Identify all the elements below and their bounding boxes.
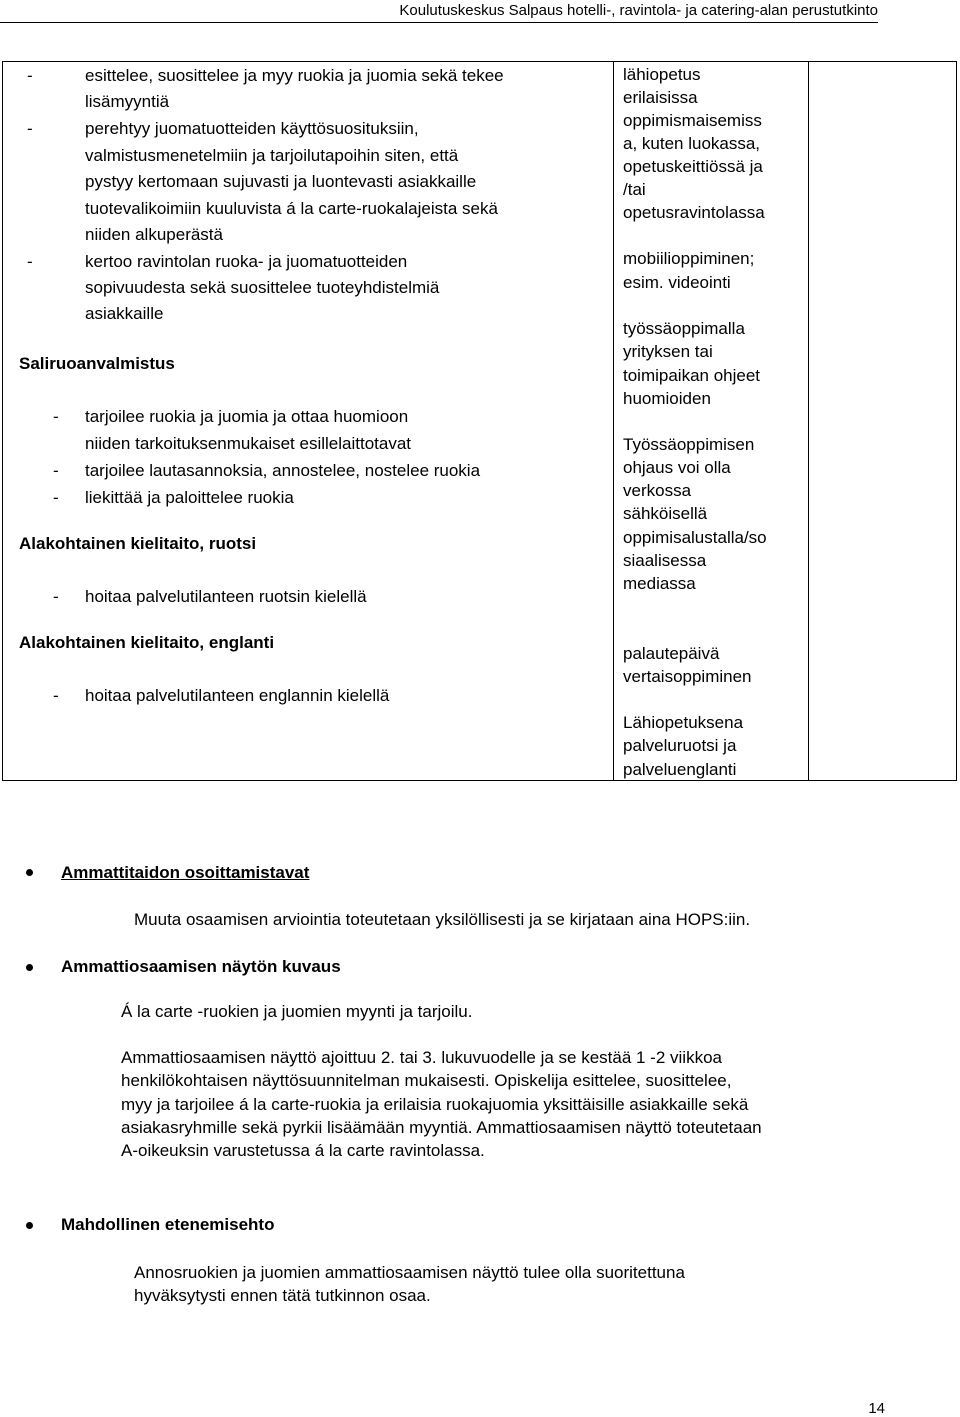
list-item-line: perehtyy juomatuotteiden käyttösuosituksiin, xyxy=(85,119,419,138)
section-heading: Mahdollinen etenemisehto xyxy=(61,1215,275,1234)
paragraph-line: Ammattiosaamisen näyttö ajoittuu 2. tai 3. lukuvuodelle ja se kestää 1 -2 viikkoa xyxy=(121,1048,722,1067)
section-heading: Alakohtainen kielitaito, englanti xyxy=(19,633,275,652)
side-text-line: a, kuten luokassa, xyxy=(623,134,761,153)
side-text-line: palveluenglanti xyxy=(623,760,737,779)
list-item-line: kertoo ravintolan ruoka- ja juomatuotteiden xyxy=(85,252,408,271)
dash-marker: - xyxy=(53,686,59,705)
paragraph-line: Annosruokien ja juomien ammattiosaamisen näyttö tulee olla suoritettuna xyxy=(134,1263,685,1282)
dash-marker: - xyxy=(53,407,59,426)
list-item-line: tarjoilee lautasannoksia, annostelee, nostelee ruokia xyxy=(85,461,481,480)
header-title: Koulutuskeskus Salpaus hotelli-, ravintola- ja catering-alan perustutkinto xyxy=(399,2,878,19)
side-text-line: yrityksen tai xyxy=(623,342,713,361)
side-text-line: ohjaus voi olla xyxy=(623,458,731,477)
bullet-icon xyxy=(26,869,33,876)
paragraph-line: hyväksytysti ennen tätä tutkinnon osaa. xyxy=(134,1286,431,1305)
side-text-line: Työssäoppimisen xyxy=(623,435,755,454)
side-text-line: vertaisoppiminen xyxy=(623,667,752,686)
paragraph-line: myy ja tarjoilee á la carte-ruokia ja erilaisia ruokajuomia yksittäisille asiakkaille sekä xyxy=(121,1095,749,1114)
side-text-line: esim. videointi xyxy=(623,273,731,292)
side-text-line: siaalisessa xyxy=(623,551,707,570)
side-text-line: Lähiopetuksena xyxy=(623,713,744,732)
dash-marker: - xyxy=(27,66,33,85)
side-text-line: palautepäivä xyxy=(623,644,720,663)
list-item-line: hoitaa palvelutilanteen englannin kielellä xyxy=(85,686,390,705)
side-text-line: erilaisissa xyxy=(623,88,698,107)
section-heading: Saliruoanvalmistus xyxy=(19,354,175,373)
side-text-line: huomioiden xyxy=(623,389,711,408)
list-item-line: liekittää ja paloittelee ruokia xyxy=(85,488,294,507)
list-item-line: lisämyyntiä xyxy=(85,92,170,111)
column-divider xyxy=(808,62,809,780)
paragraph-line: Á la carte -ruokien ja juomien myynti ja tarjoilu. xyxy=(121,1002,473,1021)
side-text-line: työssäoppimalla xyxy=(623,319,745,338)
paragraph-line: asiakasryhmille sekä pyrkii lisäämään myyntiä. Ammattiosaamisen näyttö toteutetaan xyxy=(121,1118,762,1137)
side-text-line: opetusravintolassa xyxy=(623,203,765,222)
side-text-line: mediassa xyxy=(623,574,696,593)
dash-marker: - xyxy=(53,488,59,507)
list-item-line: tuotevalikoimiin kuuluvista á la carte-ruokalajeista sekä xyxy=(85,199,498,218)
list-item-line: pystyy kertomaan sujuvasti ja luontevasti asiakkaille xyxy=(85,172,477,191)
side-text-line: oppimismaisemiss xyxy=(623,111,762,130)
list-item-line: valmistusmenetelmiin ja tarjoilutapoihin siten, että xyxy=(85,146,459,165)
section-heading: Alakohtainen kielitaito, ruotsi xyxy=(19,534,257,553)
section-heading: Ammattitaidon osoittamistavat xyxy=(61,863,310,882)
side-text-line: opetuskeittiössä ja xyxy=(623,157,763,176)
dash-marker: - xyxy=(27,119,33,138)
side-text-line: lähiopetus xyxy=(623,65,701,84)
paragraph-line: A-oikeuksin varustetussa á la carte ravintolassa. xyxy=(121,1141,485,1160)
side-text-line: sähköisellä xyxy=(623,504,708,523)
side-text-line: verkossa xyxy=(623,481,692,500)
dash-marker: - xyxy=(27,252,33,271)
bullet-icon xyxy=(26,1222,33,1229)
side-text-line: /tai xyxy=(623,180,646,199)
list-item-line: hoitaa palvelutilanteen ruotsin kielellä xyxy=(85,587,367,606)
paragraph-line: Muuta osaamisen arviointia toteutetaan yksilöllisesti ja se kirjataan aina HOPS:iin. xyxy=(134,910,751,929)
dash-marker: - xyxy=(53,587,59,606)
section-heading: Ammattiosaamisen näytön kuvaus xyxy=(61,957,341,976)
column-divider xyxy=(613,62,614,780)
list-item-line: esittelee, suosittelee ja myy ruokia ja juomia sekä tekee xyxy=(85,66,504,85)
list-item-line: tarjoilee ruokia ja juomia ja ottaa huomioon xyxy=(85,407,409,426)
side-text-line: mobiilioppiminen; xyxy=(623,249,755,268)
paragraph-line: henkilökohtaisen näyttösuunnitelman mukaisesti. Opiskelija esittelee, suosittelee, xyxy=(121,1071,732,1090)
dash-marker: - xyxy=(53,461,59,480)
list-item-line: niiden alkuperästä xyxy=(85,225,223,244)
list-item-line: asiakkaille xyxy=(85,304,164,323)
bullet-icon xyxy=(26,964,33,971)
side-text-line: oppimisalustalla/so xyxy=(623,528,767,547)
side-text-line: palveluruotsi ja xyxy=(623,736,737,755)
list-item-line: niiden tarkoituksenmukaiset esillelaittotavat xyxy=(85,434,412,453)
side-text-line: toimipaikan ohjeet xyxy=(623,366,761,385)
page-header xyxy=(0,0,878,23)
page-number: 14 xyxy=(868,1400,885,1417)
list-item-line: sopivuudesta sekä suosittelee tuoteyhdistelmiä xyxy=(85,278,440,297)
content-table xyxy=(2,61,957,781)
